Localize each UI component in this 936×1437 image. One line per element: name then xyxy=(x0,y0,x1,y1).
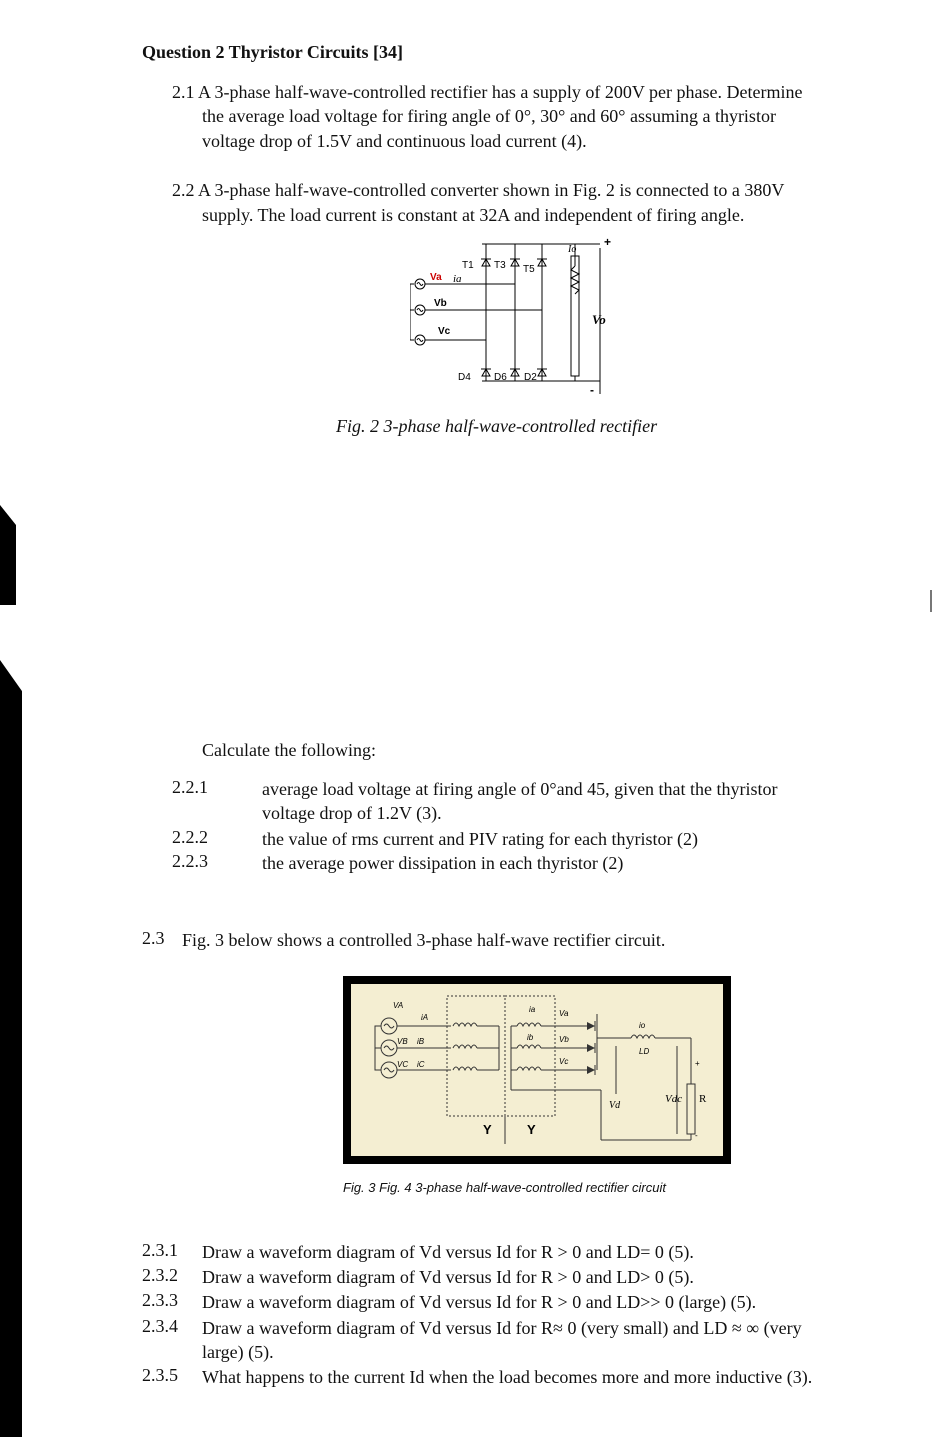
sub234-num: 2.3.4 xyxy=(142,1316,178,1336)
sub221-line1: average load voltage at firing angle of 0°and 45, given that the thyristor xyxy=(262,779,778,799)
q23-text: Fig. 3 below shows a controlled 3-phase half-wave rectifier circuit. xyxy=(182,930,666,950)
fig2-circuit xyxy=(410,236,620,396)
sub233-num: 2.3.3 xyxy=(142,1290,178,1310)
q21-line2: the average load voltage for firing angle of 0°, 30° and 60° assuming a thyristor xyxy=(202,106,776,126)
fig3-label-ib-sec: ib xyxy=(527,1033,534,1042)
sub223-num: 2.2.3 xyxy=(172,851,208,871)
edge-shadow-top xyxy=(0,505,16,605)
q21-line3: voltage drop of 1.5V and continuous load current (4). xyxy=(202,131,587,151)
q22-line2: supply. The load current is constant at 32A and independent of firing angle. xyxy=(202,205,745,225)
fig2-label-va: Va xyxy=(430,272,442,283)
sub231-text: Draw a waveform diagram of Vd versus Id for R > 0 and LD= 0 (5). xyxy=(202,1242,694,1262)
calc-intro: Calculate the following: xyxy=(202,740,376,760)
fig3-label-va-sec: Va xyxy=(559,1009,569,1018)
fig3-label-vb-src: VB xyxy=(397,1037,408,1046)
q22-line1: 2.2 A 3-phase half-wave-controlled converter shown in Fig. 2 is connected to a 380V xyxy=(172,180,785,200)
fig2-label-plus: + xyxy=(604,236,612,249)
edge-mark-right xyxy=(930,590,932,612)
fig2-label-t3: T3 xyxy=(494,260,506,271)
q23-num: 2.3 xyxy=(142,928,165,948)
sub222-num: 2.2.2 xyxy=(172,827,208,847)
fig3-label-y2: Y xyxy=(527,1122,536,1137)
q21-line1: 2.1 A 3-phase half-wave-controlled rectifier has a supply of 200V per phase. Determine xyxy=(172,82,803,102)
fig2-label-d2: D2 xyxy=(524,372,537,383)
sub232-text: Draw a waveform diagram of Vd versus Id for R > 0 and LD> 0 (5). xyxy=(202,1267,694,1287)
fig2-label-minus: - xyxy=(590,383,594,396)
fig3-label-ic: iC xyxy=(417,1060,425,1069)
sub233-text: Draw a waveform diagram of Vd versus Id for R > 0 and LD>> 0 (large) (5). xyxy=(202,1292,757,1312)
fig2-label-t5: T5 xyxy=(523,264,535,275)
fig3-label-ia-sec: ia xyxy=(529,1005,536,1014)
fig3-label-va-src: VA xyxy=(393,1001,404,1010)
sub235-text: What happens to the current Id when the load becomes more and more inductive (3). xyxy=(202,1367,813,1387)
fig3-circuit xyxy=(351,984,723,1156)
sub235-num: 2.3.5 xyxy=(142,1365,178,1385)
fig3-label-vc-src: VC xyxy=(397,1060,409,1069)
sub221-line2: voltage drop of 1.2V (3). xyxy=(262,803,442,823)
fig2-label-vo: Vo xyxy=(592,312,606,327)
fig3-frame xyxy=(343,976,731,1164)
fig3-label-vc-sec: Vc xyxy=(559,1057,569,1066)
fig2-label-vb: Vb xyxy=(434,298,447,309)
fig3-label-vd: Vd xyxy=(609,1100,621,1111)
fig2-label-d4: D4 xyxy=(458,372,471,383)
fig3-label-vdc: Vdc xyxy=(665,1093,683,1105)
fig3-label-minus: - xyxy=(695,1131,698,1140)
fig3-label-io: io xyxy=(639,1021,646,1030)
sub222-line1: the value of rms current and PIV rating for each thyristor (2) xyxy=(262,829,699,849)
fig3-label-r: R xyxy=(699,1093,707,1105)
sub234-text: Draw a waveform diagram of Vd versus Id for R≈ 0 (very small) and LD ≈ ∞ (very xyxy=(202,1318,802,1338)
sub221-num: 2.2.1 xyxy=(172,777,208,797)
fig3-caption: Fig. 3 Fig. 4 3-phase half-wave-controlled rectifier circuit xyxy=(343,1180,666,1195)
edge-shadow-bottom xyxy=(0,660,22,1437)
fig2-label-ia: ia xyxy=(453,273,462,285)
sub223-line1: the average power dissipation in each thyristor (2) xyxy=(262,853,624,873)
fig3-label-vb-sec: Vb xyxy=(559,1035,569,1044)
fig2-label-t1: T1 xyxy=(462,260,474,271)
sub234-line2: large) (5). xyxy=(202,1342,274,1362)
fig2-label-io: Io xyxy=(568,244,577,255)
fig3-label-ib: iB xyxy=(417,1037,425,1046)
fig2-caption: Fig. 2 3-phase half-wave-controlled rectifier xyxy=(336,416,658,436)
sub231-num: 2.3.1 xyxy=(142,1240,178,1260)
fig3-label-plus: + xyxy=(695,1059,700,1068)
fig3-label-y1: Y xyxy=(483,1122,492,1137)
fig3-label-ia: iA xyxy=(421,1013,429,1022)
question-heading: Question 2 Thyristor Circuits [34] xyxy=(142,42,404,62)
fig2-label-vc: Vc xyxy=(438,326,451,337)
fig2-label-d6: D6 xyxy=(494,372,507,383)
sub232-num: 2.3.2 xyxy=(142,1265,178,1285)
fig3-label-ld: LD xyxy=(639,1047,650,1056)
